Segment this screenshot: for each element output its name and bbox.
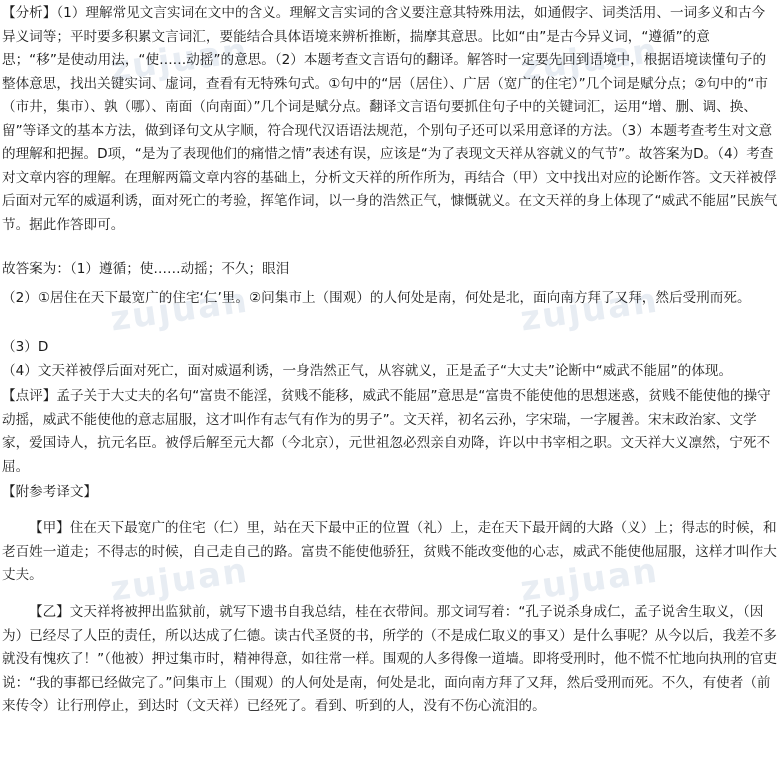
- yi-text: 文天祥将被押出监狱前，就写下遗书自我总结，桂在衣带间。那文词写着：“孔子说杀身成仁，孟子说舍生取义，（因为）已经尽了人臣的责任，所以达成了仁德。读古代圣贤的书，所学的（不是成仁取义的事又）是什么事呢？从今以后，我差不多就没有愧疚了！”（他被）押过集市时，精神得意，如往常一样。围观的人多得像一道墙。即将受刑时，他不慌不忙地向执刑的官吏说：“我的事都已经做完了。”问集市上（围观）的人何处是南，何处是北，面向南方拜了又拜，然后受刑而死。不久，有使者（前来传令）让行刑停止，到达时（文天祥）已经死了。看到、听到的人，没有不伤心流泪的。: [2, 604, 778, 714]
- jia-text: 住在天下最宽广的住宅（仁）里，站在天下最中正的位置（礼）上，走在天下最开阔的大路（义）上；得志的时候，和老百姓一道走；不得志的时候，自己走自己的路。富贵不能使他骄狂，贫贱不能改变他的心志，威武不能使他屈服，这样才叫作大丈夫。: [2, 520, 777, 583]
- answer-line: 故答案为：（1）遵循；使……动摇；不久；眼泪: [2, 261, 290, 277]
- watermark: zujuan: [517, 280, 662, 340]
- watermark: zujuan: [107, 30, 252, 90]
- watermark: zujuan: [107, 280, 252, 340]
- watermark: zujuan: [517, 550, 662, 610]
- translation-heading: 【附参考译文】: [2, 484, 98, 500]
- translation-jia: [2, 517, 778, 588]
- analysis-tag: 【分析】: [2, 5, 57, 21]
- watermark: zujuan: [517, 30, 662, 90]
- answer-line: （4）文天祥被俘后面对死亡，面对威逼利诱，一身浩然正气，从容就义，正是孟子“大丈夫”论断中“威武不能屈”的体现。: [2, 363, 733, 379]
- analysis-paragraph: [2, 2, 778, 237]
- analysis-text: （1）理解常见文言实词在文中的含义。理解文言实词的含义要注意其特殊用法，如通假字、词类活用、一词多义和古今异义词等；平时要多积累文言词汇，要能结合具体语境来辨析推断，揣摩其意思。比如“由”是古今异义词，“遵循”的意思；“移”是使动用法，“使……动摇”的意思。（2）本题考查文言语句的翻译。解答时一定要先回到语境中，根据语境读懂句子的整体意思，找出关键实词、虚词，查看有无特殊句式。①句中的“居（居住）、广居（宽广的住宅）”几个词是赋分点；②句中的“市（市井，集市）、孰（哪）、南面（向南面）”几个词是赋分点。翻译文言语句要抓住句子中的关键词汇，运用“增、删、调、换、留”等译文的基本方法，做到译句文从字顺，符合现代汉语语法规范，个别句子还可以采用意译的方法。（3）本题考查考生对文意的理解和把握。D项，“是为了表现他们的痛惜之情”表述有误，应该是“为了表现文天祥从容就义的气节”。故答案为D。（4）考查对文章内容的理解。在理解两篇文章内容的基础上，分析文天祥的所作所为，再结合（甲）文中找出对应的论断作答。文天祥被俘后面对元军的威逼利诱，面对死亡的考验，挥笔作词，以一身的浩然正气，慷慨就义。在文天祥的身上体现了“威武不能屈”民族气节。据此作答即可。: [2, 5, 778, 233]
- yi-tag: 【乙】: [29, 604, 70, 620]
- watermark: zujuan: [107, 550, 252, 610]
- jia-tag: 【甲】: [29, 520, 70, 536]
- comment-paragraph: [2, 385, 778, 479]
- answer-line: （3）D: [2, 339, 49, 355]
- answer-line: （2）①居住在天下最宽广的住宅‘仁’里。②问集市上（围观）的人何处是南，何处是北，面向南方拜了又拜，然后受刑而死。: [2, 290, 751, 306]
- comment-text: 孟子关于大丈夫的名句“富贵不能淫，贫贱不能移，威武不能屈”意思是“富贵不能使他的思想迷惑，贫贱不能使他的操守动摇，威武不能使他的意志屈服，这才叫作有志气有作为的男子”。文天祥，初名云孙，字宋瑞，一字履善。宋末政治家、文学家，爱国诗人，抗元名臣。被俘后解至元大都（今北京），元世祖忽必烈亲自劝降，许以中书宰相之职。文天祥大义凛然，宁死不屈。: [2, 388, 771, 475]
- translation-yi: [2, 601, 778, 719]
- comment-tag: 【点评】: [2, 388, 57, 404]
